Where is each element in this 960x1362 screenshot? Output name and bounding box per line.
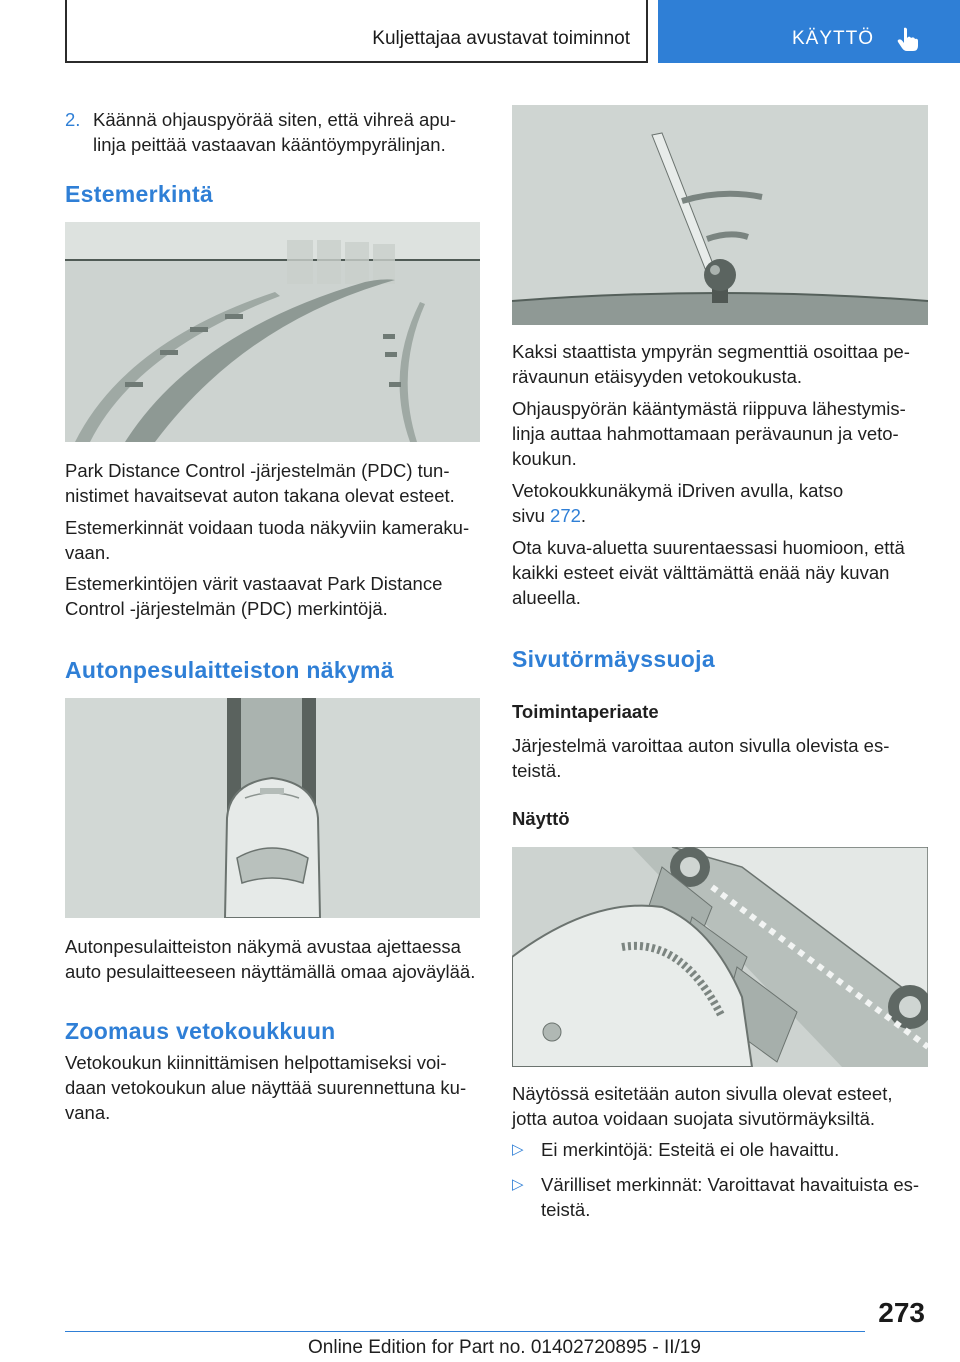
page-number: 273 — [878, 1297, 925, 1328]
obstacle-paragraph-2-line2: vaan. — [65, 542, 111, 563]
obstacle-marking-image — [65, 222, 480, 442]
hitch-paragraph-4-line3: alueella. — [512, 587, 581, 608]
hitch-paragraph-4-line1: Ota kuva-aluetta suurentaessasi huomioon, että — [512, 537, 905, 558]
step-2-number: 2. — [65, 109, 81, 130]
side-collision-image — [512, 847, 928, 1067]
car-wash-view-image — [65, 698, 480, 918]
zoom-paragraph-line1: Vetokoukun kiinnittämisen helpottamiseksi voi‐ — [65, 1052, 447, 1073]
obstacle-paragraph-1-line1: Park Distance Control -järjestelmän (PDC) tun‐ — [65, 460, 450, 481]
header-section-title: Kuljettajaa avustavat toiminnot — [372, 28, 630, 49]
hitch-paragraph-1-line1: Kaksi staattista ympyrän segmenttiä osoittaa pe‐ — [512, 341, 910, 362]
display-paragraph-line1: Näytössä esitetään auton sivulla olevat esteet, — [512, 1083, 893, 1104]
step-2-text-line2: linja peittää vastaavan kääntöympyrälinjan. — [93, 134, 446, 155]
zoom-paragraph-line2: daan vetokoukun alue näyttää suurennettuna ku‐ — [65, 1077, 467, 1098]
hitch-paragraph-1-line2: rävaunun etäisyyden vetokoukusta. — [512, 366, 803, 387]
heading-obstacle-marking: Estemerkintä — [65, 181, 214, 207]
principle-paragraph-line1: Järjestelmä varoittaa auton sivulla olevista es‐ — [512, 735, 890, 756]
step-2-text-line1: Käännä ohjauspyörää siten, että vihreä apu‐ — [93, 109, 457, 130]
bullet-2-text-line1: Värilliset merkinnät: Varoittavat havaituista es‐ — [541, 1174, 920, 1195]
header-section-box — [65, 0, 648, 63]
heading-zoom-hitch: Zoomaus vetokoukkuun — [65, 1018, 336, 1044]
header-chapter-label: KÄYTTÖ — [792, 28, 875, 49]
bullet-2-text-line2: teistä. — [541, 1199, 591, 1220]
triangle-bullet-icon: ▷ — [512, 1176, 524, 1193]
display-paragraph-line2: jotta autoa voidaan suojata sivutörmäyksiltä. — [512, 1108, 876, 1129]
page-reference-link[interactable]: 272 — [550, 505, 581, 526]
car-wash-paragraph-line2: auto pesulaitteeseen näyttämällä omaa ajoväylää. — [65, 961, 476, 982]
car-wash-paragraph-line1: Autonpesulaitteiston näkymä avustaa ajettaessa — [65, 936, 461, 957]
hitch-paragraph-3-line1: Vetokoukkunäkymä iDriven avulla, katso — [512, 480, 844, 501]
hitch-paragraph-3-line2: sivu 272. — [512, 505, 587, 526]
obstacle-paragraph-3-line1: Estemerkintöjen värit vastaavat Park Distance — [65, 573, 443, 594]
triangle-bullet-icon: ▷ — [512, 1141, 524, 1158]
obstacle-paragraph-1-line2: nistimet havaitsevat auton takana olevat esteet. — [65, 485, 455, 506]
hitch-zoom-image — [512, 105, 928, 325]
hitch-paragraph-4-line2: kaikki esteet eivät välttämättä enää näy kuvan — [512, 562, 890, 583]
heading-side-collision-protection: Sivutörmäyssuoja — [512, 646, 715, 672]
footer-divider — [65, 1331, 865, 1332]
obstacle-paragraph-2-line1: Estemerkinnät voidaan tuoda näkyviin kameraku‐ — [65, 517, 470, 538]
footer-edition: Online Edition for Part no. 01402720895 - II/19 — [308, 1337, 701, 1358]
zoom-paragraph-line3: vana. — [65, 1102, 111, 1123]
heading-car-wash-view: Autonpesulaitteiston näkymä — [65, 657, 394, 683]
heading-principle: Toimintaperiaate — [512, 701, 659, 722]
pointing-hand-icon — [895, 26, 921, 52]
heading-display: Näyttö — [512, 808, 570, 829]
obstacle-paragraph-3-line2: Control -järjestelmän (PDC) merkintöjä. — [65, 598, 388, 619]
principle-paragraph-line2: teistä. — [512, 760, 562, 781]
hitch-paragraph-2-line2: linja auttaa hahmottamaan perävaunun ja veto‐ — [512, 423, 899, 444]
header-chapter-tab — [658, 0, 960, 63]
bullet-1-text: Ei merkintöjä: Esteitä ei ole havaittu. — [541, 1139, 840, 1160]
hitch-paragraph-2-line3: koukun. — [512, 448, 577, 469]
hitch-paragraph-2-line1: Ohjauspyörän kääntymästä riippuva lähestymis‐ — [512, 398, 906, 419]
